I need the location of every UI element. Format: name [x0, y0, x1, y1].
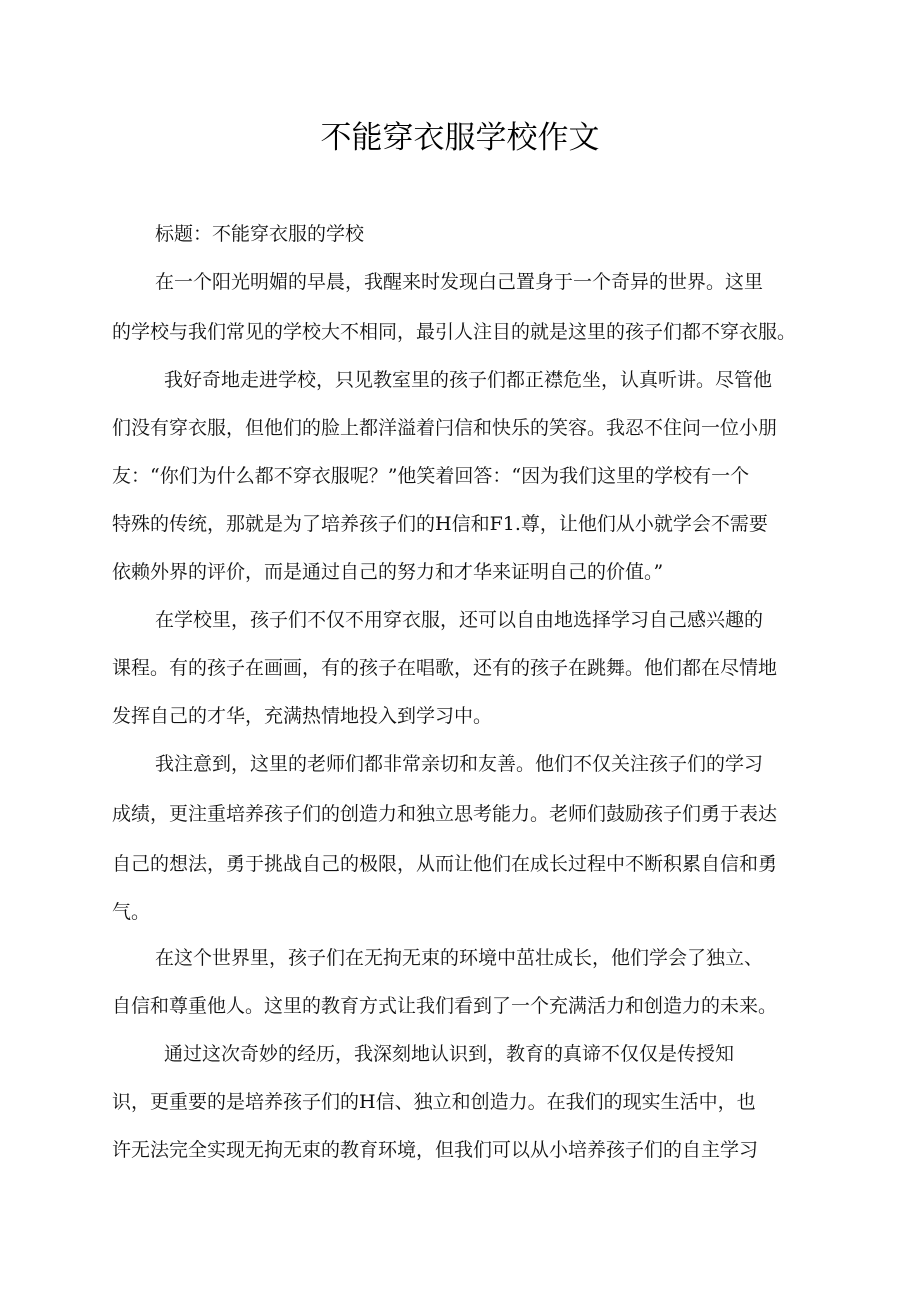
paragraph-5-line-1: 在这个世界里，孩子们在无拘无束的环境中茁壮成长，他们学会了独立、 [155, 947, 764, 969]
subtitle-line: 标题：不能穿衣服的学校 [155, 223, 365, 245]
paragraph-4-line-4: 气。 [112, 901, 151, 923]
paragraph-5-line-2: 自信和尊重他人。这里的教育方式让我们看到了一个充满活力和创造力的未来。 [112, 995, 778, 1017]
paragraph-6-line-1: 通过这次奇妙的经历，我深刻地认识到，教育的真谛不仅仅是传授知 [164, 1043, 735, 1065]
paragraph-3-line-1: 在学校里，孩子们不仅不用穿衣服，还可以自由地选择学习自己感兴趣的 [155, 609, 764, 631]
paragraph-2-line-4: 特殊的传统，那就是为了培养孩子们的H信和F1.尊，让他们从小就学会不需要 [112, 513, 768, 535]
paragraph-6-line-3: 许无法完全实现无拘无束的教育环境，但我们可以从小培养孩子们的自主学习 [112, 1139, 759, 1161]
paragraph-1-line-1: 在一个阳光明媚的早晨，我醒来时发现白己置身于一个奇异的世界。这里 [155, 271, 764, 293]
paragraph-2-line-5: 依赖外界的评价，而是通过自己的努力和才华来证明自己的价值。” [112, 561, 664, 583]
paragraph-4-line-3: 自己的想法，勇于挑战自己的极限，从而让他们在成长过程中不断积累自信和勇 [112, 853, 778, 875]
paragraph-4-line-2: 成绩，更注重培养孩子们的创造力和独立思考能力。老师们鼓励孩子们勇于表达 [112, 803, 778, 825]
paragraph-6-line-2: 识，更重要的是培养孩子们的H信、独立和创造力。在我们的现实生活中，也 [112, 1091, 756, 1113]
paragraph-3-line-3: 发挥自己的才华，充满热情地投入到学习中。 [112, 705, 493, 727]
document-title: 不能穿衣服学校作文 [320, 120, 600, 156]
paragraph-2-line-1: 我好奇地走进学校，只见教室里的孩子们都正襟危坐，认真听讲。尽管他 [164, 369, 773, 391]
paragraph-2-line-2: 们没有穿衣服，但他们的脸上都洋溢着闩信和快乐的笑容。我忍不住问一位小朋 [112, 417, 778, 439]
paragraph-3-line-2: 课程。有的孩子在画画，有的孩子在唱歌，还有的孩子在跳舞。他们都在尽情地 [112, 657, 778, 679]
paragraph-1-line-2: 的学校与我们常见的学校大不相同，最引人注目的就是这里的孩子们都不穿衣服。 [112, 321, 797, 343]
paragraph-4-line-1: 我注意到，这里的老师们都非常亲切和友善。他们不仅关注孩子们的学习 [155, 753, 764, 775]
paragraph-2-line-3: 友：“你们为什么都不穿衣服呢？”他笑着回答：“因为我们这里的学校有一个 [112, 465, 750, 487]
